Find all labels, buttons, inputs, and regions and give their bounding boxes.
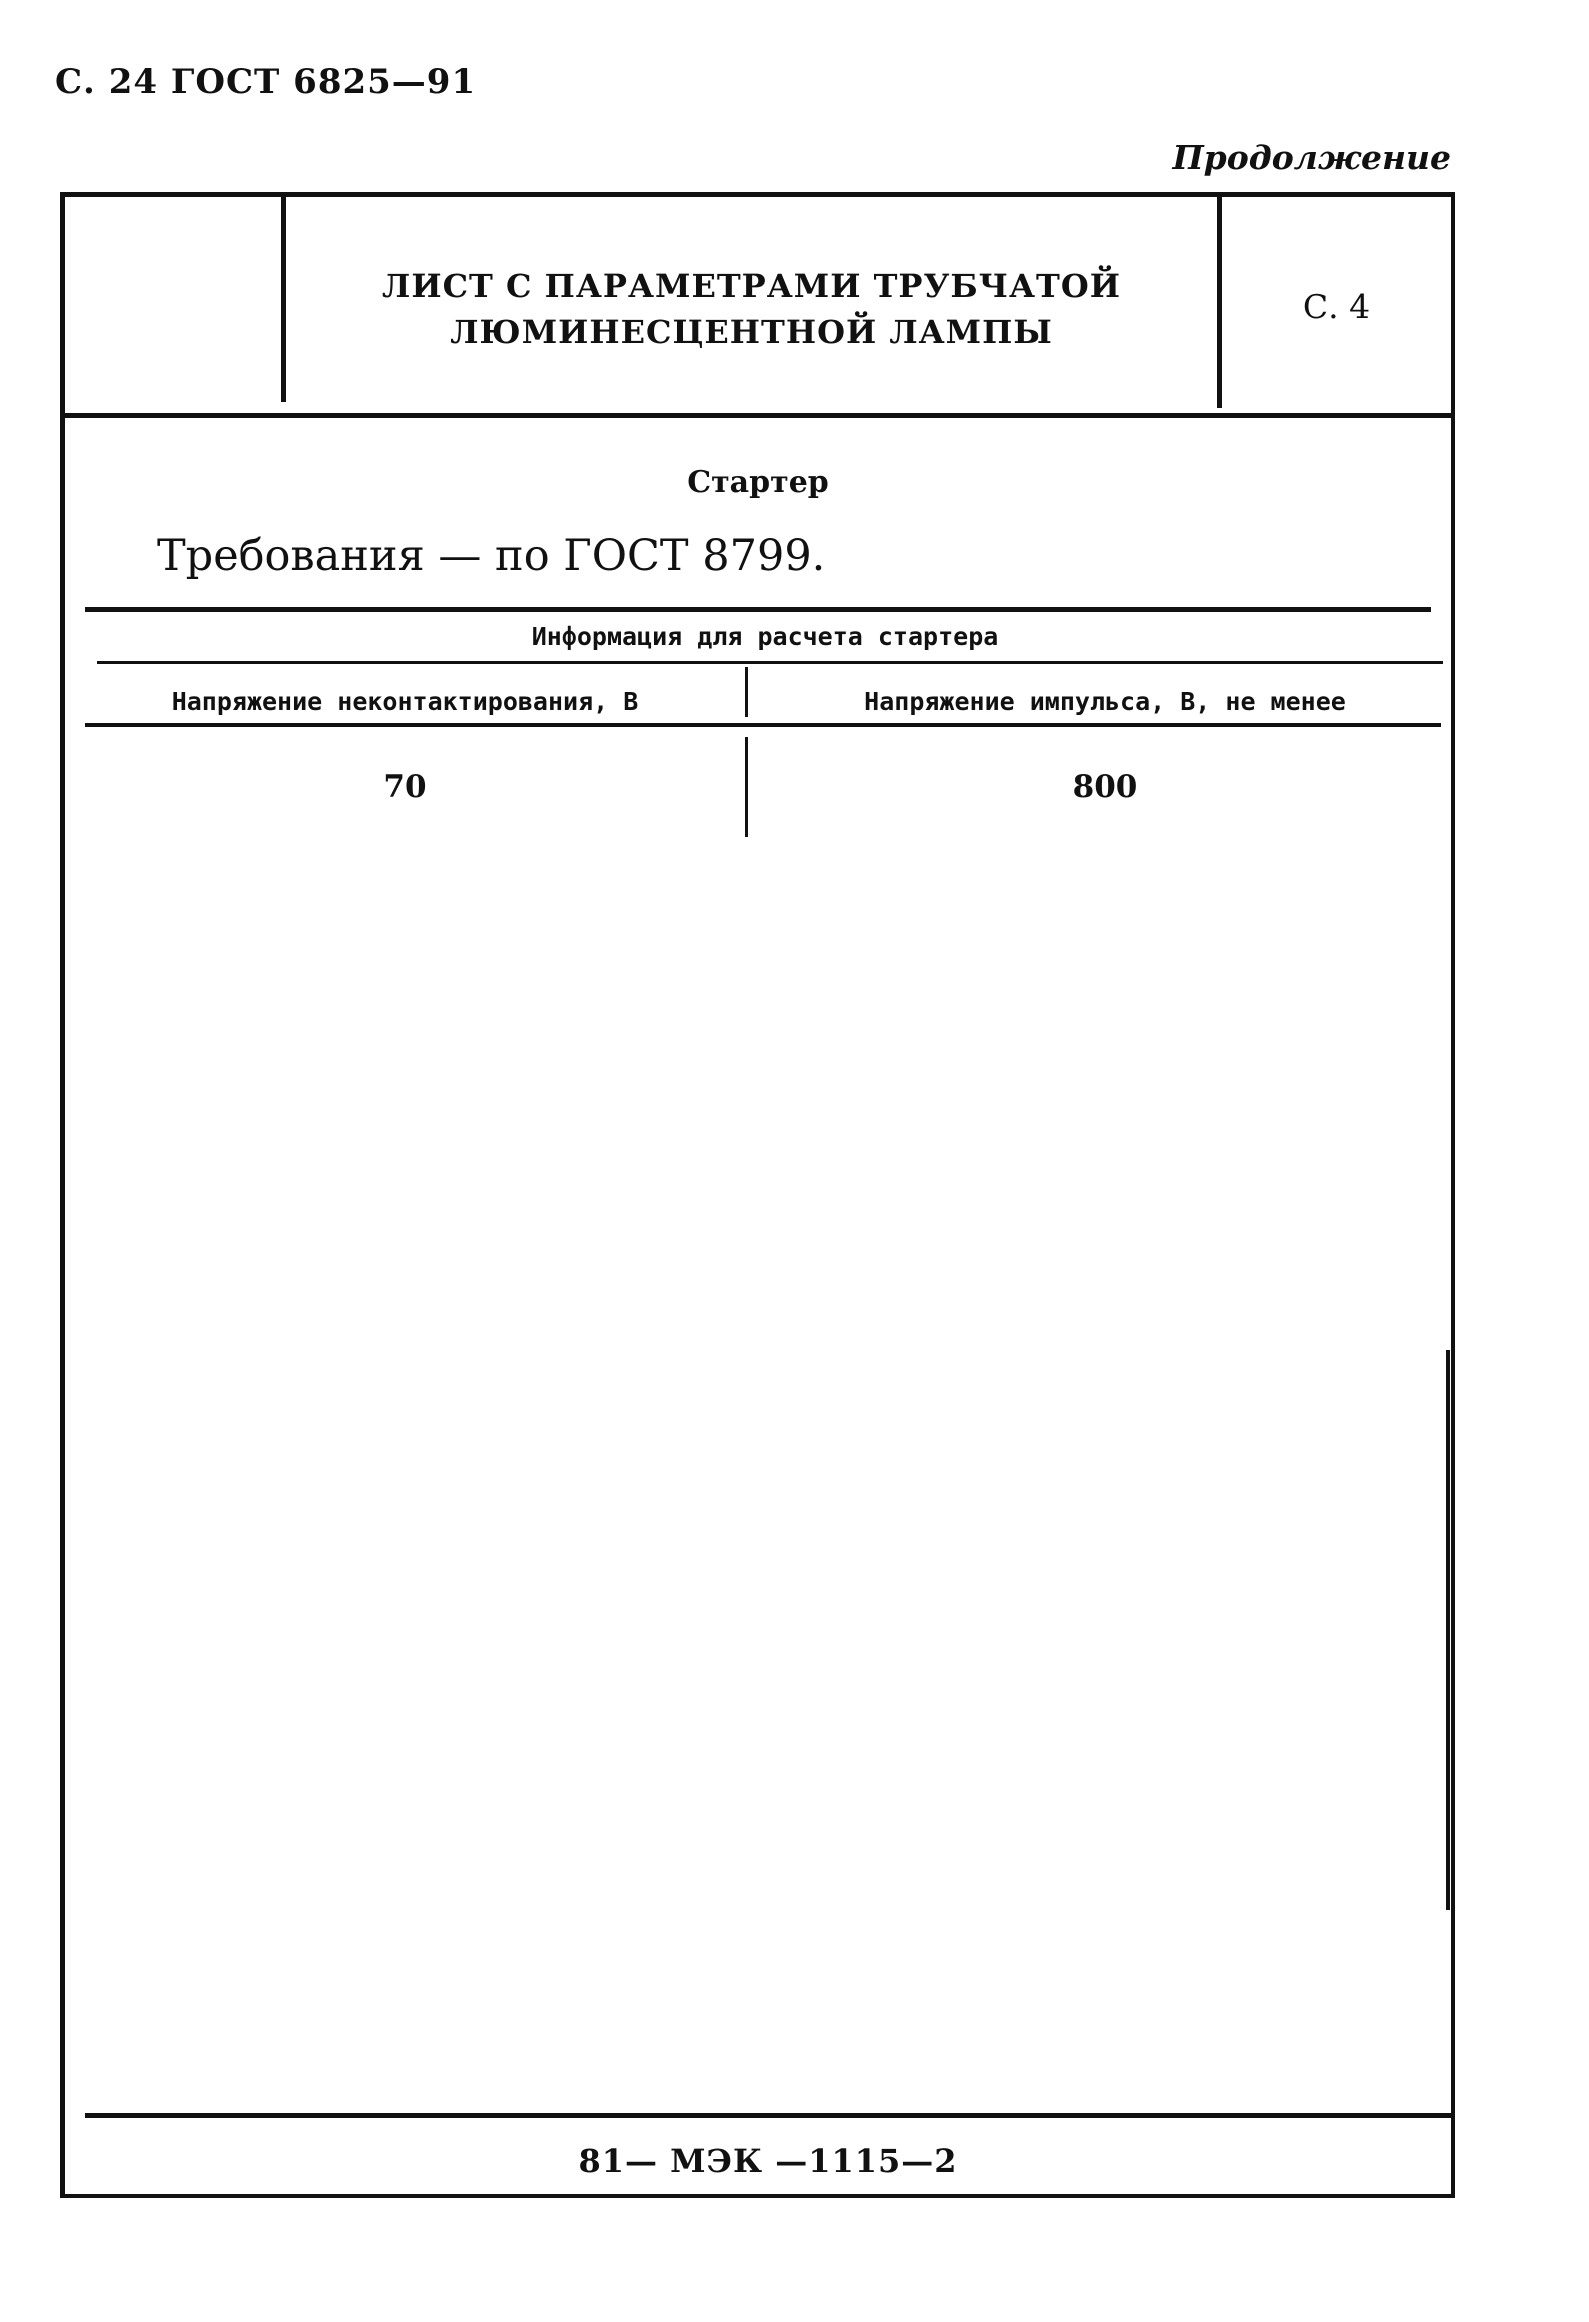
- footer-rule: [85, 2113, 1451, 2118]
- table-cell-pulse-voltage: 800: [1072, 769, 1138, 805]
- table-header-left: Напряжение неконтактирования, В: [171, 687, 639, 716]
- table-body-divider: [745, 737, 748, 837]
- sheet-title-line1: ЛИСТ С ПАРАМЕТРАМИ ТРУБЧАТОЙ: [382, 267, 1121, 305]
- sheet-page-number: С. 4: [1302, 287, 1371, 326]
- page-header-right: Продолжение: [1172, 138, 1451, 177]
- table-header-right: Напряжение импульса, В, не менее: [864, 687, 1346, 716]
- table-header-rule: [85, 723, 1441, 727]
- footer-code: 81— МЭК —1115—2: [578, 2142, 958, 2180]
- document-frame: [60, 192, 1455, 2198]
- table-cell-voltage-noncontact: 70: [383, 769, 427, 805]
- sheet-title: [286, 263, 1217, 355]
- right-edge-mark: [1446, 1350, 1450, 1910]
- title-block: [65, 197, 1451, 418]
- page-header-left: С. 24 ГОСТ 6825—91: [55, 62, 477, 102]
- table-caption: Информация для расчета стартера: [531, 622, 999, 651]
- table-header-divider: [745, 667, 748, 717]
- table-top-rule: [85, 607, 1431, 612]
- section-title: Стартер: [687, 465, 829, 500]
- requirement-text: Требования — по ГОСТ 8799.: [157, 531, 826, 581]
- table-caption-rule: [97, 661, 1443, 664]
- sheet-title-line2: ЛЮМИНЕСЦЕНТНОЙ ЛАМПЫ: [450, 313, 1053, 351]
